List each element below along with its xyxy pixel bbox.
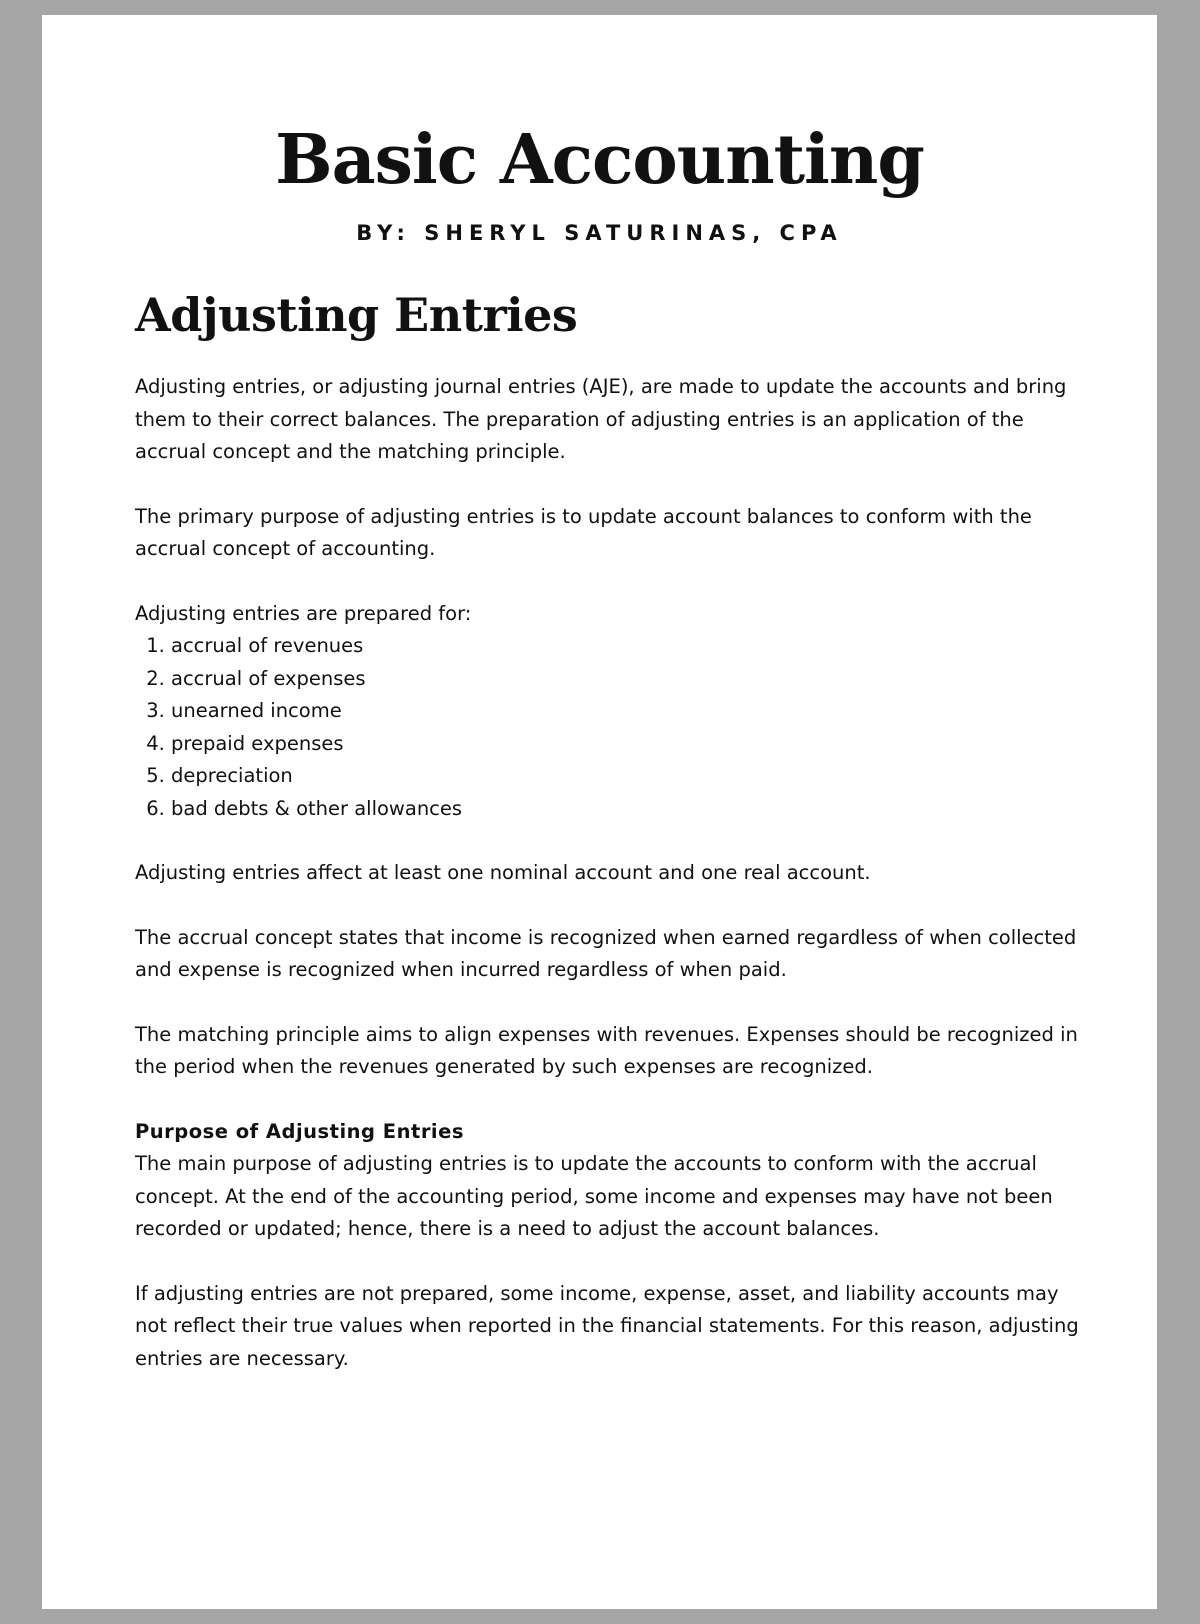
paragraph-purpose: The primary purpose of adjusting entries is to update account balances to conform with the accrual concept of accounting. bbox=[135, 504, 1032, 560]
paragraph-main-purpose: The main purpose of adjusting entries is to update the accounts to conform with the accrual concept. At the end of the accounting period, some income and expenses may have not been recorded or updated; hence, there is a need to adjust the account balances. bbox=[135, 1152, 1053, 1240]
list-item: 4. prepaid expenses bbox=[171, 728, 1095, 761]
paragraph-matching-principle: The matching principle aims to align expenses with revenues. Expenses should be recognized in the period when the revenues generated by such expenses are recognized. bbox=[135, 1022, 1078, 1078]
document-page bbox=[42, 15, 1157, 1609]
document-author: BY: SHERYL SATURINAS, CPA bbox=[356, 221, 843, 245]
list-item: 3. unearned income bbox=[171, 695, 1095, 728]
adjusting-entries-list bbox=[135, 630, 1095, 825]
subheading-purpose: Purpose of Adjusting Entries bbox=[135, 1119, 464, 1143]
document-title: Basic Accounting bbox=[275, 120, 924, 200]
document-body bbox=[135, 371, 1095, 1407]
paragraph-accrual-concept: The accrual concept states that income is recognized when earned regardless of when collected and expense is recognized when incurred regardless of when paid. bbox=[135, 925, 1077, 981]
section-title: Adjusting Entries bbox=[135, 288, 578, 342]
paragraph-intro: Adjusting entries, or adjusting journal entries (AJE), are made to update the accounts and bring them to their correct balances. The preparation of adjusting entries is an application of the accrual concept and the matching principle. bbox=[135, 375, 1067, 463]
paragraph-necessity: If adjusting entries are not prepared, some income, expense, asset, and liability accounts may not reflect their true values when reported in the financial statements. For this reason, adjusting entries are necessary. bbox=[135, 1281, 1079, 1370]
paragraph-list-intro: Adjusting entries are prepared for: bbox=[135, 601, 472, 625]
list-item: 2. accrual of expenses bbox=[171, 663, 1095, 696]
list-item: 1. accrual of revenues bbox=[171, 630, 1095, 663]
paragraph-nominal-real: Adjusting entries affect at least one nominal account and one real account. bbox=[135, 861, 871, 884]
list-item: 5. depreciation bbox=[171, 760, 1095, 793]
list-item: 6. bad debts & other allowances bbox=[171, 793, 1095, 826]
